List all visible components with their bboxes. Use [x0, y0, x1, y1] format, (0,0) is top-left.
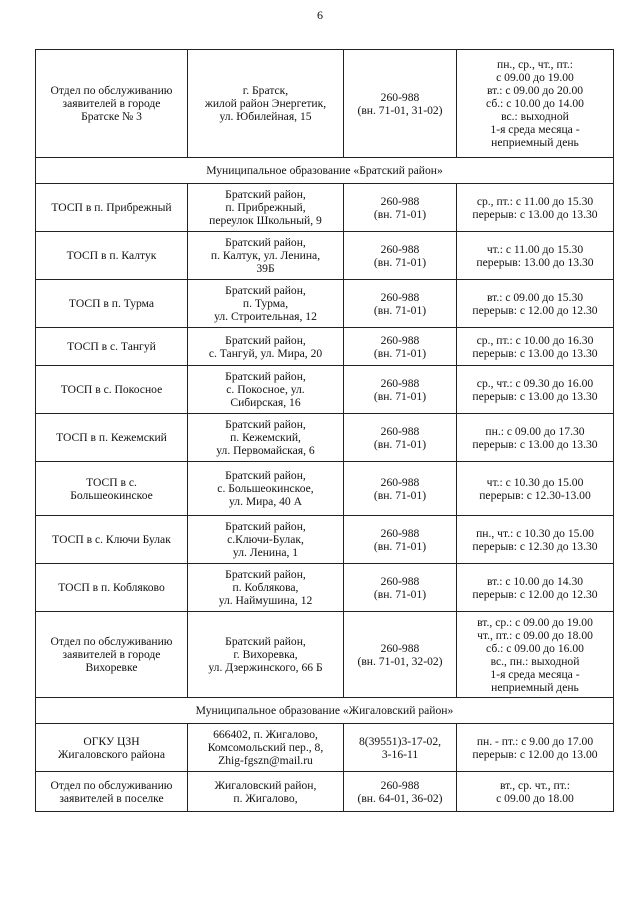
- phone-cell: [344, 564, 457, 612]
- address-cell: [188, 50, 344, 158]
- phone-cell: [344, 516, 457, 564]
- address-cell: [188, 366, 344, 414]
- address-cell-line: Братский район,: [225, 635, 306, 648]
- section-title: Муниципальное образование «Братский район»: [36, 158, 614, 184]
- address-cell-line: п. Коблякова,: [232, 581, 299, 594]
- phone-cell: [344, 366, 457, 414]
- address-cell: [188, 772, 344, 812]
- office-name-cell: [36, 366, 188, 414]
- address-cell-line: Братский район,: [225, 520, 306, 533]
- hours-cell-line: перерыв: с 13.00 до 13.30: [472, 346, 598, 360]
- office-name-cell: [36, 414, 188, 462]
- hours-cell-line: чт.: с 10.30 до 15.00: [486, 475, 584, 489]
- address-cell-line: Братский район,: [225, 568, 306, 581]
- page-number: 6: [317, 8, 323, 22]
- phone-cell-line: (вн. 71-01): [373, 539, 427, 553]
- hours-cell-line: перерыв: с 12.00 до 12.30: [472, 303, 598, 317]
- phone-cell-line: 260-988: [380, 333, 420, 347]
- table-row: [36, 612, 614, 698]
- address-cell: [188, 232, 344, 280]
- office-name-cell: [36, 50, 188, 158]
- hours-cell-line: перерыв: с 12.30-13.00: [479, 488, 591, 502]
- address-cell-line: 666402, п. Жигалово,: [213, 728, 318, 741]
- hours-cell-line: вт., ср.: с 09.00 до 19.00: [477, 615, 593, 629]
- address-cell-line: Братский район,: [225, 370, 306, 383]
- hours-cell-line: вт., ср. чт., пт.:: [499, 778, 571, 792]
- address-cell-line: Zhig-fgszn@mail.ru: [218, 754, 313, 767]
- phone-cell-line: 260-988: [380, 574, 420, 588]
- phone-cell: [344, 184, 457, 232]
- hours-cell: [457, 462, 614, 516]
- table-row: [36, 366, 614, 414]
- hours-cell-line: пн.: с 09.00 до 17.30: [485, 424, 585, 438]
- phone-cell-line: 260-988: [380, 526, 420, 540]
- hours-cell: [457, 564, 614, 612]
- table-row: [36, 232, 614, 280]
- phone-cell-line: 260-988: [380, 424, 420, 438]
- office-name-cell-line: ТОСП в п. Прибрежный: [51, 201, 172, 214]
- phone-cell-line: (вн. 71-01): [373, 587, 427, 601]
- address-cell-line: г. Вихоревка,: [233, 648, 298, 661]
- phone-cell-line: (вн. 71-01, 31-02): [357, 103, 443, 117]
- office-name-cell-line: Вихоревке: [85, 661, 138, 674]
- address-cell: [188, 724, 344, 772]
- hours-cell-line: вс.: выходной: [501, 110, 569, 123]
- hours-cell: [457, 184, 614, 232]
- phone-cell: [344, 772, 457, 812]
- hours-cell-line: перерыв: 13.00 до 13.30: [476, 255, 594, 269]
- office-name-cell: [36, 184, 188, 232]
- address-cell-line: г. Братск,: [242, 84, 289, 97]
- table-row: [36, 50, 614, 158]
- office-name-cell: [36, 516, 188, 564]
- address-cell: [188, 612, 344, 698]
- phone-cell-line: (вн. 71-01): [373, 346, 427, 360]
- table-row: [36, 328, 614, 366]
- hours-cell-line: пн. - пт.: с 9.00 до 17.00: [476, 734, 594, 748]
- hours-cell-line: вт.: с 10.00 до 14.30: [486, 574, 584, 588]
- table-row: [36, 184, 614, 232]
- hours-cell-line: сб.: с 09.00 до 16.00: [486, 641, 584, 655]
- hours-cell-line: вт.: с 09.00 до 20.00: [486, 84, 584, 97]
- address-cell-line: п. Турма,: [242, 297, 289, 310]
- address-cell-line: Сибирская, 16: [230, 396, 301, 409]
- office-name-cell-line: Отдел по обслуживанию: [50, 778, 173, 792]
- address-cell-line: ул. Ленина, 1: [232, 546, 299, 559]
- phone-cell-line: (вн. 64-01, 36-02): [357, 791, 443, 805]
- table-row: [36, 564, 614, 612]
- phone-cell-line: (вн. 71-01, 32-02): [357, 654, 443, 668]
- address-cell-line: Братский район,: [225, 284, 306, 297]
- phone-cell-line: 260-988: [380, 778, 420, 792]
- address-cell-line: Комсомольский пер., 8,: [207, 741, 324, 754]
- address-cell-line: п. Кежемский,: [230, 431, 301, 444]
- address-cell-line: жилой район Энергетик,: [204, 97, 327, 110]
- phone-cell-line: 260-988: [380, 90, 420, 104]
- address-cell-line: Братский район,: [225, 236, 306, 249]
- hours-cell-line: ср., пт.: с 11.00 до 15.30: [476, 194, 594, 208]
- hours-cell-line: с 09.00 до 18.00: [496, 791, 574, 805]
- hours-cell: [457, 366, 614, 414]
- hours-cell-line: перерыв: с 13.00 до 13.30: [472, 207, 598, 221]
- address-cell: [188, 328, 344, 366]
- phone-cell-line: (вн. 71-01): [373, 389, 427, 403]
- address-cell-line: Братский район,: [225, 333, 306, 347]
- hours-cell-line: вт.: с 09.00 до 15.30: [486, 290, 584, 304]
- office-name-cell-line: Отдел по обслуживанию: [50, 635, 173, 648]
- office-name-cell-line: заявителей в поселке: [59, 791, 164, 805]
- hours-cell: [457, 612, 614, 698]
- hours-cell: [457, 414, 614, 462]
- hours-cell-line: неприемный день: [491, 680, 579, 694]
- office-name-cell-line: ТОСП в п. Кежемский: [56, 431, 167, 444]
- table-row: [36, 462, 614, 516]
- office-name-cell-line: заявителей в городе: [62, 97, 161, 110]
- office-name-cell: [36, 772, 188, 812]
- office-name-cell: [36, 462, 188, 516]
- phone-cell-line: 260-988: [380, 290, 420, 304]
- phone-cell-line: 260-988: [380, 641, 420, 655]
- office-name-cell: [36, 564, 188, 612]
- section-title: Муниципальное образование «Жигаловский район»: [36, 698, 614, 724]
- phone-cell: [344, 612, 457, 698]
- address-cell: [188, 184, 344, 232]
- address-cell-line: с. Тангуй, ул. Мира, 20: [208, 346, 323, 360]
- address-cell-line: с. Покосное, ул.: [226, 383, 305, 396]
- section-header-row: [36, 698, 614, 724]
- address-cell-line: с. Большеокинское,: [217, 482, 314, 495]
- phone-cell-line: 260-988: [380, 194, 420, 208]
- phone-cell-line: (вн. 71-01): [373, 255, 427, 269]
- address-cell-line: Братский район,: [225, 418, 306, 431]
- address-cell: [188, 414, 344, 462]
- office-name-cell-line: ТОСП в с. Ключи Булак: [52, 533, 171, 546]
- hours-cell-line: с 09.00 до 19.00: [496, 71, 574, 84]
- phone-cell-line: 260-988: [380, 242, 420, 256]
- hours-cell-line: перерыв: с 12.00 до 13.00: [472, 747, 598, 761]
- hours-cell: [457, 724, 614, 772]
- hours-cell-line: 1-я среда месяца -: [490, 667, 580, 681]
- hours-cell: [457, 232, 614, 280]
- hours-cell-line: сб.: с 10.00 до 14.00: [486, 97, 584, 110]
- office-name-cell: [36, 612, 188, 698]
- address-cell-line: п. Калтук, ул. Ленина,: [210, 249, 321, 262]
- office-name-cell-line: ТОСП в п. Калтук: [66, 249, 157, 262]
- hours-cell: [457, 772, 614, 812]
- phone-cell: [344, 232, 457, 280]
- office-name-cell-line: ТОСП в п. Кобляково: [58, 581, 165, 594]
- hours-cell-line: вс., пн.: выходной: [490, 654, 580, 668]
- phone-cell: [344, 50, 457, 158]
- address-cell-line: ул. Первомайская, 6: [216, 444, 315, 457]
- address-cell-line: ул. Юбилейная, 15: [219, 110, 312, 123]
- office-name-cell: [36, 280, 188, 328]
- phone-cell: [344, 280, 457, 328]
- phone-cell: [344, 328, 457, 366]
- section-header-row: [36, 158, 614, 184]
- hours-cell-line: чт.: с 11.00 до 15.30: [486, 242, 584, 256]
- office-name-cell-line: ТОСП в с. Покосное: [60, 383, 163, 396]
- offices-table: [35, 49, 614, 812]
- hours-cell-line: перерыв: с 13.00 до 13.30: [472, 389, 598, 403]
- address-cell: [188, 462, 344, 516]
- address-cell-line: с.Ключи-Булак,: [227, 533, 304, 546]
- hours-cell: [457, 280, 614, 328]
- phone-cell-line: 260-988: [380, 475, 420, 489]
- hours-cell: [457, 328, 614, 366]
- office-name-cell-line: ОГКУ ЦЗН: [83, 734, 140, 748]
- office-name-cell-line: Братске № 3: [81, 110, 142, 123]
- hours-cell-line: перерыв: с 12.30 до 13.30: [472, 539, 598, 553]
- hours-cell-line: перерыв: с 12.00 до 12.30: [472, 587, 598, 601]
- office-name-cell-line: ТОСП в п. Турма: [68, 297, 155, 310]
- table-row: [36, 772, 614, 812]
- address-cell-line: Братский район,: [225, 469, 306, 482]
- hours-cell-line: ср., чт.: с 09.30 до 16.00: [476, 376, 594, 390]
- address-cell-line: ул. Дзержинского, 66 Б: [208, 661, 323, 674]
- office-name-cell-line: Большеокинское: [70, 488, 153, 502]
- phone-cell-line: (вн. 71-01): [373, 303, 427, 317]
- hours-cell-line: чт., пт.: с 09.00 до 18.00: [477, 628, 593, 642]
- office-name-cell-line: Отдел по обслуживанию: [50, 84, 173, 97]
- phone-cell-line: 260-988: [380, 376, 420, 390]
- address-cell-line: п. Прибрежный,: [225, 201, 306, 214]
- hours-cell-line: перерыв: с 13.00 до 13.30: [472, 437, 598, 451]
- table-row: [36, 724, 614, 772]
- address-cell: [188, 280, 344, 328]
- address-cell: [188, 564, 344, 612]
- phone-cell-line: (вн. 71-01): [373, 488, 427, 502]
- hours-cell-line: неприемный день: [491, 136, 579, 149]
- hours-cell-line: пн., ср., чт., пт.:: [497, 58, 573, 71]
- office-name-cell-line: заявителей в городе: [62, 648, 161, 661]
- phone-cell: [344, 462, 457, 516]
- office-name-cell: [36, 724, 188, 772]
- address-cell-line: ул. Наймушина, 12: [218, 594, 313, 607]
- hours-cell-line: пн., чт.: с 10.30 до 15.00: [476, 526, 594, 540]
- hours-cell-line: ср., пт.: с 10.00 до 16.30: [476, 333, 594, 347]
- office-name-cell: [36, 232, 188, 280]
- office-name-cell: [36, 328, 188, 366]
- address-cell: [188, 516, 344, 564]
- phone-cell-line: (вн. 71-01): [373, 437, 427, 451]
- hours-cell-line: 1-я среда месяца -: [490, 123, 580, 136]
- table-row: [36, 280, 614, 328]
- address-cell-line: Братский район,: [225, 188, 306, 201]
- office-name-cell-line: ТОСП в с.: [86, 475, 137, 489]
- office-name-cell-line: ТОСП в с. Тангуй: [67, 340, 156, 353]
- address-cell-line: п. Жигалово,: [233, 791, 298, 805]
- phone-cell-line: 3-16-11: [381, 747, 419, 761]
- phone-cell: [344, 724, 457, 772]
- address-cell-line: ул. Строительная, 12: [214, 310, 317, 323]
- office-name-cell-line: Жигаловского района: [57, 747, 166, 761]
- phone-cell: [344, 414, 457, 462]
- address-cell-line: переулок Школьный, 9: [209, 214, 322, 227]
- address-cell-line: ул. Мира, 40 А: [229, 495, 302, 508]
- table-row: [36, 414, 614, 462]
- phone-cell-line: (вн. 71-01): [373, 207, 427, 221]
- hours-cell: [457, 516, 614, 564]
- hours-cell: [457, 50, 614, 158]
- phone-cell-line: 8(39551)3-17-02,: [358, 734, 442, 748]
- address-cell-line: 39Б: [256, 262, 275, 275]
- address-cell-line: Жигаловский район,: [214, 778, 317, 792]
- table-row: [36, 516, 614, 564]
